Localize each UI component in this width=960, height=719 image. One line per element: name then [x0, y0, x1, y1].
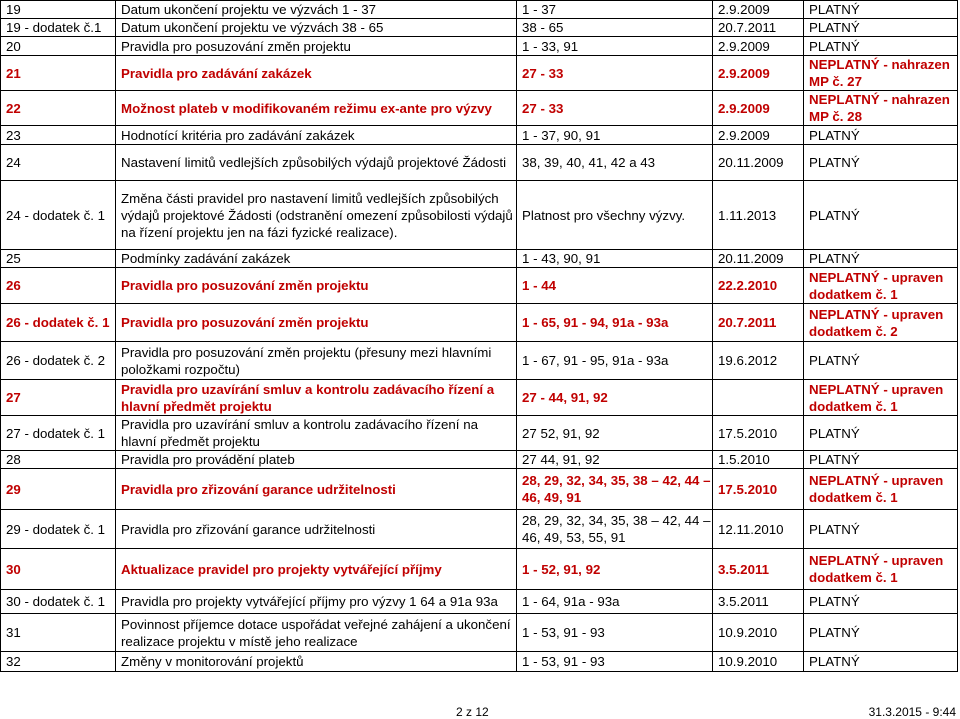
guideline-number: 32	[1, 652, 116, 672]
validity-status: PLATNÝ	[804, 652, 958, 672]
applicable-calls: 1 - 44	[517, 268, 713, 304]
table-row	[1, 91, 958, 126]
effective-date: 1.11.2013	[713, 181, 804, 250]
applicable-calls: 1 - 64, 91a - 93a	[517, 590, 713, 614]
guideline-number: 23	[1, 126, 116, 145]
guideline-number: 25	[1, 250, 116, 268]
guideline-number: 30 - dodatek č. 1	[1, 590, 116, 614]
effective-date: 2.9.2009	[713, 126, 804, 145]
validity-status: PLATNÝ	[804, 145, 958, 181]
guideline-number: 26 - dodatek č. 2	[1, 342, 116, 380]
guideline-number: 29 - dodatek č. 1	[1, 510, 116, 549]
print-timestamp: 31.3.2015 - 9:44	[868, 705, 956, 719]
applicable-calls: 1 - 53, 91 - 93	[517, 614, 713, 652]
guideline-number: 21	[1, 56, 116, 91]
validity-status: NEPLATNÝ - upraven dodatkem č. 1	[804, 268, 958, 304]
validity-status: PLATNÝ	[804, 37, 958, 56]
table-row	[1, 19, 958, 37]
effective-date: 2.9.2009	[713, 1, 804, 19]
applicable-calls: Platnost pro všechny výzvy.	[517, 181, 713, 250]
validity-status: PLATNÝ	[804, 416, 958, 451]
validity-status: NEPLATNÝ - nahrazen MP č. 28	[804, 91, 958, 126]
applicable-calls: 1 - 37	[517, 1, 713, 19]
table-row	[1, 181, 958, 250]
applicable-calls: 27 - 33	[517, 56, 713, 91]
validity-status: NEPLATNÝ - upraven dodatkem č. 1	[804, 549, 958, 590]
guideline-number: 30	[1, 549, 116, 590]
guideline-description: Podmínky zadávání zakázek	[116, 250, 517, 268]
effective-date: 1.5.2010	[713, 451, 804, 469]
table-row	[1, 469, 958, 510]
effective-date: 17.5.2010	[713, 469, 804, 510]
guideline-number: 27 - dodatek č. 1	[1, 416, 116, 451]
validity-status: PLATNÝ	[804, 510, 958, 549]
effective-date: 17.5.2010	[713, 416, 804, 451]
applicable-calls: 28, 29, 32, 34, 35, 38 – 42, 44 – 46, 49, 91	[517, 469, 713, 510]
guideline-description: Pravidla pro uzavírání smluv a kontrolu zadávacího řízení a hlavní předmět projektu	[116, 380, 517, 416]
guideline-number: 24 - dodatek č. 1	[1, 181, 116, 250]
table-row	[1, 549, 958, 590]
effective-date: 19.6.2012	[713, 342, 804, 380]
validity-status: PLATNÝ	[804, 451, 958, 469]
applicable-calls: 1 - 67, 91 - 95, 91a - 93a	[517, 342, 713, 380]
effective-date: 10.9.2010	[713, 652, 804, 672]
guideline-description: Pravidla pro uzavírání smluv a kontrolu zadávacího řízení na hlavní předmět projektu	[116, 416, 517, 451]
guideline-description: Pravidla pro posuzování změn projektu	[116, 304, 517, 342]
table-row	[1, 451, 958, 469]
table-row	[1, 1, 958, 19]
guideline-number: 26	[1, 268, 116, 304]
applicable-calls: 1 - 53, 91 - 93	[517, 652, 713, 672]
table-row	[1, 268, 958, 304]
effective-date: 2.9.2009	[713, 91, 804, 126]
applicable-calls: 27 - 44, 91, 92	[517, 380, 713, 416]
validity-status: PLATNÝ	[804, 126, 958, 145]
applicable-calls: 27 52, 91, 92	[517, 416, 713, 451]
table-row	[1, 145, 958, 181]
guideline-description: Hodnotící kritéria pro zadávání zakázek	[116, 126, 517, 145]
validity-status: NEPLATNÝ - upraven dodatkem č. 1	[804, 380, 958, 416]
guideline-number: 31	[1, 614, 116, 652]
effective-date: 2.9.2009	[713, 37, 804, 56]
guideline-number: 24	[1, 145, 116, 181]
validity-status: NEPLATNÝ - nahrazen MP č. 27	[804, 56, 958, 91]
validity-status: NEPLATNÝ - upraven dodatkem č. 1	[804, 469, 958, 510]
guideline-number: 22	[1, 91, 116, 126]
validity-status: PLATNÝ	[804, 590, 958, 614]
guideline-description: Nastavení limitů vedlejších způsobilých výdajů projektové Žádosti	[116, 145, 517, 181]
applicable-calls: 38, 39, 40, 41, 42 a 43	[517, 145, 713, 181]
guideline-description: Pravidla pro provádění plateb	[116, 451, 517, 469]
validity-status: PLATNÝ	[804, 250, 958, 268]
guideline-description: Datum ukončení projektu ve výzvách 1 - 37	[116, 1, 517, 19]
guideline-description: Změny v monitorování projektů	[116, 652, 517, 672]
guideline-description: Pravidla pro zadávání zakázek	[116, 56, 517, 91]
guideline-description: Datum ukončení projektu ve výzvách 38 - 65	[116, 19, 517, 37]
table-row	[1, 380, 958, 416]
table-row	[1, 614, 958, 652]
guideline-description: Pravidla pro projekty vytvářející příjmy pro výzvy 1 64 a 91a 93a	[116, 590, 517, 614]
guideline-number: 28	[1, 451, 116, 469]
table-row	[1, 304, 958, 342]
applicable-calls: 1 - 52, 91, 92	[517, 549, 713, 590]
effective-date: 2.9.2009	[713, 56, 804, 91]
validity-status: PLATNÝ	[804, 1, 958, 19]
validity-status: NEPLATNÝ - upraven dodatkem č. 2	[804, 304, 958, 342]
table-row	[1, 590, 958, 614]
guideline-description: Možnost plateb v modifikovaném režimu ex-ante pro výzvy	[116, 91, 517, 126]
table-body	[1, 1, 958, 672]
applicable-calls: 27 44, 91, 92	[517, 451, 713, 469]
guideline-number: 26 - dodatek č. 1	[1, 304, 116, 342]
applicable-calls: 1 - 43, 90, 91	[517, 250, 713, 268]
table-row	[1, 126, 958, 145]
effective-date: 12.11.2010	[713, 510, 804, 549]
effective-date: 20.11.2009	[713, 250, 804, 268]
table-row	[1, 342, 958, 380]
guideline-number: 20	[1, 37, 116, 56]
applicable-calls: 1 - 33, 91	[517, 37, 713, 56]
table-row	[1, 56, 958, 91]
guideline-number: 27	[1, 380, 116, 416]
table-row	[1, 416, 958, 451]
effective-date: 20.11.2009	[713, 145, 804, 181]
applicable-calls: 38 - 65	[517, 19, 713, 37]
guideline-description: Aktualizace pravidel pro projekty vytvářející příjmy	[116, 549, 517, 590]
effective-date: 10.9.2010	[713, 614, 804, 652]
table-row	[1, 250, 958, 268]
page-number: 2 z 12	[456, 705, 489, 719]
effective-date: 22.2.2010	[713, 268, 804, 304]
table-row	[1, 510, 958, 549]
validity-status: PLATNÝ	[804, 19, 958, 37]
guideline-number: 29	[1, 469, 116, 510]
guideline-number: 19 - dodatek č.1	[1, 19, 116, 37]
effective-date	[713, 380, 804, 416]
applicable-calls: 28, 29, 32, 34, 35, 38 – 42, 44 – 46, 49, 53, 55, 91	[517, 510, 713, 549]
effective-date: 3.5.2011	[713, 549, 804, 590]
effective-date: 3.5.2011	[713, 590, 804, 614]
validity-status: PLATNÝ	[804, 342, 958, 380]
table-row	[1, 37, 958, 56]
effective-date: 20.7.2011	[713, 19, 804, 37]
guideline-number: 19	[1, 1, 116, 19]
guideline-description: Pravidla pro zřizování garance udržitelnosti	[116, 510, 517, 549]
guideline-description: Pravidla pro zřizování garance udržitelnosti	[116, 469, 517, 510]
guideline-description: Změna části pravidel pro nastavení limitů vedlejších způsobilých výdajů projektové Žádosti (odstranění omezení způsobilosti výdajů na řízení projektu jen na fázi fyzické realizace).	[116, 181, 517, 250]
validity-status: PLATNÝ	[804, 181, 958, 250]
guideline-description: Pravidla pro posuzování změn projektu	[116, 37, 517, 56]
effective-date: 20.7.2011	[713, 304, 804, 342]
guideline-description: Pravidla pro posuzování změn projektu	[116, 268, 517, 304]
applicable-calls: 27 - 33	[517, 91, 713, 126]
applicable-calls: 1 - 37, 90, 91	[517, 126, 713, 145]
validity-status: PLATNÝ	[804, 614, 958, 652]
applicable-calls: 1 - 65, 91 - 94, 91a - 93a	[517, 304, 713, 342]
guideline-description: Povinnost příjemce dotace uspořádat veřejné zahájení a ukončení realizace projektu v místě jeho realizace	[116, 614, 517, 652]
table-row	[1, 652, 958, 672]
guideline-description: Pravidla pro posuzování změn projektu (přesuny mezi hlavními položkami rozpočtu)	[116, 342, 517, 380]
